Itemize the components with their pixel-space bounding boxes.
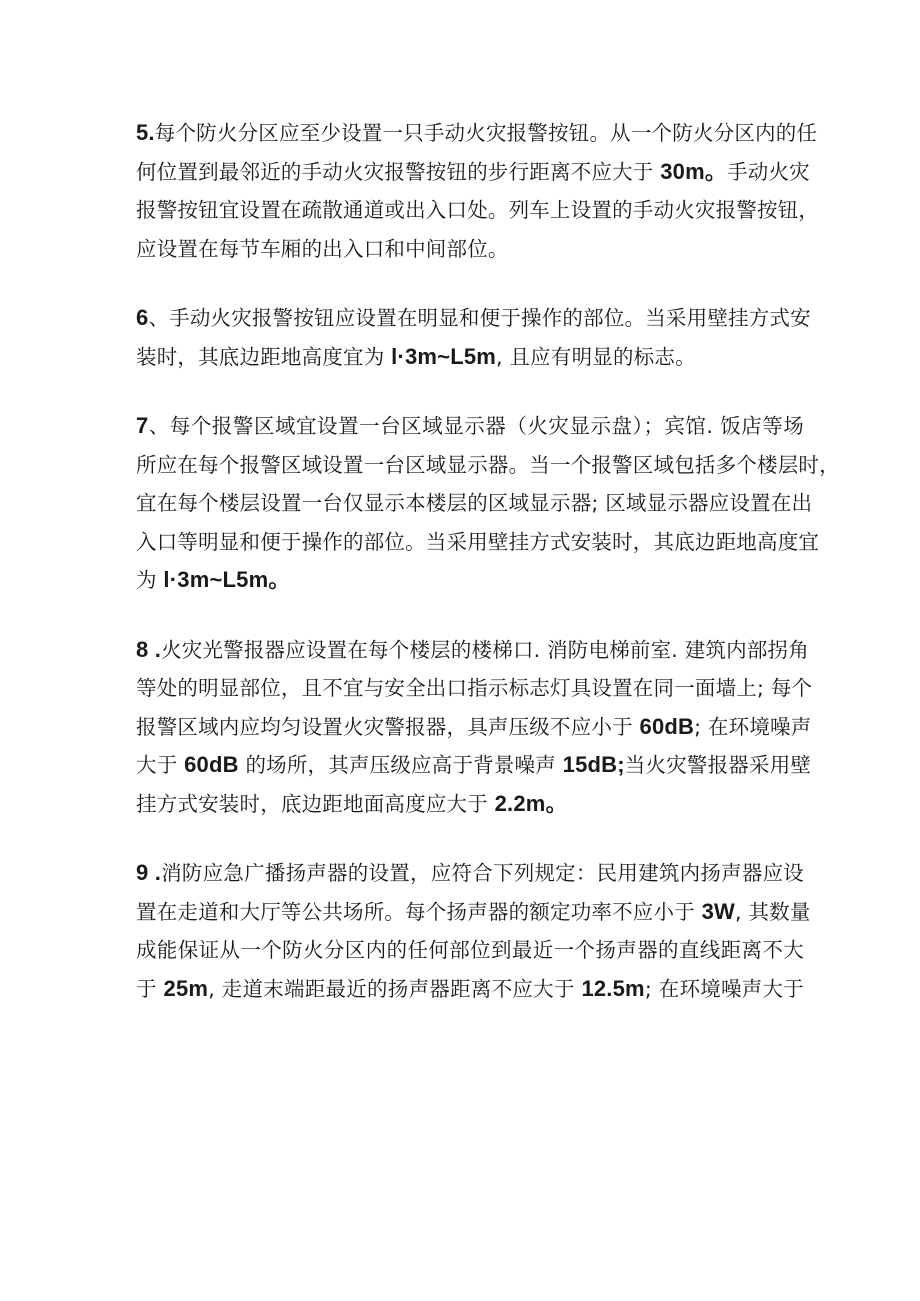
text-run: 消防应急广播扬声器的设置，应符合下列规定：民用建筑内扬声器应设: [161, 861, 805, 885]
text-run: 火灾光警报器应设置在每个楼层的楼梯口. 消防电梯前室. 建筑内部拐角: [161, 637, 809, 662]
text-line: [136, 230, 804, 269]
bold-text: 3W: [701, 898, 736, 924]
bold-text: 9 .: [136, 860, 162, 885]
text-run: 挂方式安装时，底边距地面高度应大于: [136, 791, 495, 816]
text-line: [136, 153, 810, 192]
text-run: , 其数量: [735, 899, 811, 924]
bold-text: 7: [136, 413, 149, 438]
text-line: [136, 970, 804, 1009]
bold-text: 12.5m: [581, 975, 645, 1001]
text-run: 当火灾警报器采用壁: [624, 753, 812, 777]
text-line: [136, 708, 812, 747]
paragraph-6: [136, 299, 811, 376]
text-line: [136, 523, 820, 562]
text-line: [136, 785, 804, 824]
bold-text: 25m: [163, 975, 209, 1001]
text-line: [136, 746, 812, 785]
text-run: 应设置在每节车厢的出入口和中间部位。: [136, 236, 509, 261]
text-run: 置在走道和大厅等公共场所。每个扬声器的额定功率不应小于: [136, 899, 702, 924]
text-run: 手动火灾: [727, 159, 810, 184]
text-line: [136, 631, 809, 670]
document-body: [136, 114, 840, 1039]
text-run: 、每个报警区域宜设置一台区域显示器（火灾显示盘）；宾馆. 饭店等场: [148, 414, 804, 438]
text-run: 所应在每个报警区域设置一台区域显示器。当一个报警区域包括多个楼层时，: [136, 452, 840, 477]
text-line: [136, 893, 811, 932]
text-run: 报警区域内应均匀设置火灾警报器，具声压级不应小于: [136, 714, 640, 739]
text-run: 宜在每个楼层设置一台仅显示本楼层的区域显示器; 区域显示器应设置在出: [136, 491, 813, 515]
text-run: 等处的明显部位，且不宜与安全出口指示标志灯具设置在同一面墙上; 每个: [136, 676, 813, 700]
text-run: 为: [136, 568, 164, 592]
bold-text: 5.: [136, 120, 155, 145]
bold-text: 15dB;: [562, 752, 625, 777]
paragraph-8: [136, 631, 813, 824]
bold-text: 2.2m。: [494, 790, 568, 816]
text-run: 装时，其底边距地高度宜为: [136, 344, 392, 369]
text-line: [136, 561, 804, 600]
text-line: [136, 669, 813, 708]
text-line: [136, 854, 804, 893]
bold-text: 6: [136, 305, 149, 330]
text-run: ; 在环境噪声: [694, 714, 812, 739]
text-run: 何位置到最邻近的手动火灾报警按钮的步行距离不应大于: [136, 159, 661, 184]
paragraph-7: [136, 407, 840, 600]
text-run: 成能保证从一个防火分区内的任何部位到最近一个扬声器的直线距离不大: [136, 938, 804, 962]
text-line: [136, 407, 804, 446]
text-line: [136, 114, 818, 153]
text-line: [136, 338, 804, 377]
text-run: , 且应有明显的标志。: [496, 344, 696, 369]
text-run: , 走道末端距最近的扬声器距离不应大于: [208, 976, 582, 1001]
paragraph-9: [136, 854, 811, 1008]
text-line: [136, 484, 813, 523]
text-run: 于: [136, 976, 164, 1001]
text-line: [136, 931, 804, 970]
text-run: 的场所，其声压级应高于背景噪声: [238, 753, 563, 777]
text-run: 入口等明显和便于操作的部位。当采用壁挂方式安装时，其底边距地高度宜: [136, 529, 820, 554]
text-line: [136, 191, 820, 230]
text-line: [136, 446, 840, 485]
text-run: 每个防火分区应至少设置一只手动火灾报警按钮。从一个防火分区内的任: [154, 121, 818, 145]
bold-text: l·3m~L5m。: [163, 567, 291, 592]
bold-text: 60dB: [639, 713, 695, 739]
text-run: 报警按钮宜设置在疏散通道或出入口处。列车上设置的手动火灾报警按钮，: [136, 198, 820, 222]
bold-text: l·3m~L5m: [391, 343, 497, 369]
bold-text: 30m。: [660, 158, 728, 184]
text-run: 大于: [136, 753, 185, 777]
text-line: [136, 299, 811, 338]
text-run: ; 在环境噪声大于: [644, 976, 804, 1001]
text-run: 、手动火灾报警按钮应设置在明显和便于操作的部位。当采用壁挂方式安: [148, 306, 811, 330]
bold-text: 60dB: [184, 752, 239, 777]
paragraph-5: [136, 114, 820, 268]
bold-text: 8 .: [136, 636, 162, 662]
